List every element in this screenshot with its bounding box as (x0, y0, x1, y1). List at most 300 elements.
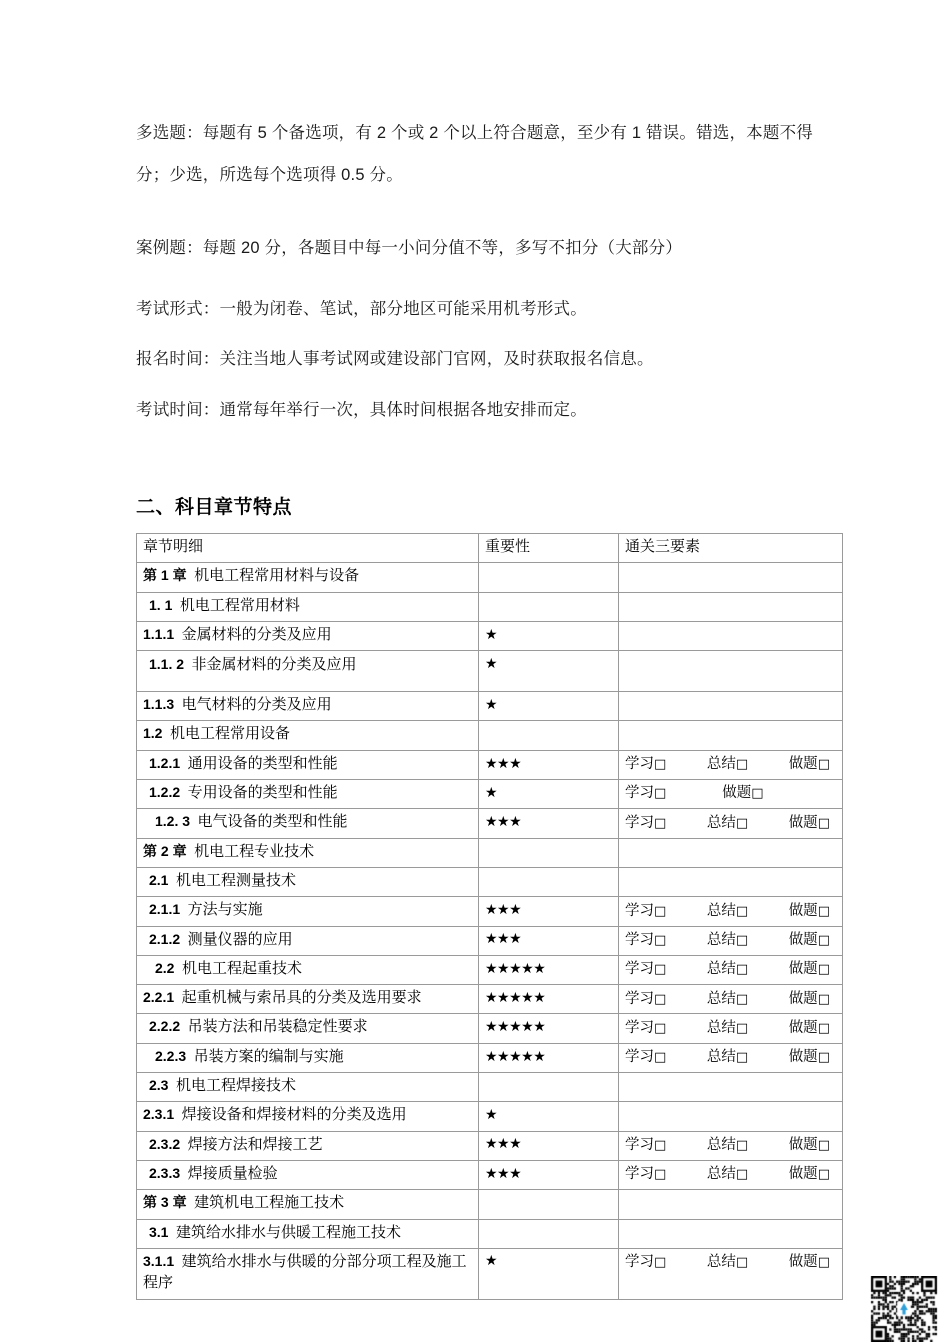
importance-stars (479, 596, 618, 618)
importance-stars: ★★★ (485, 755, 522, 772)
three-elements-group (619, 956, 842, 984)
cell-importance (479, 721, 619, 750)
chapter-title: 建筑机电工程施工技术 (186, 1195, 345, 1212)
checkbox-practice-box[interactable]: □ (817, 1020, 830, 1036)
checkbox-practice[interactable] (789, 930, 830, 951)
chapter-detail-text (137, 1102, 478, 1130)
checkbox-summary-label: 总结 (706, 756, 736, 773)
table-row (137, 780, 843, 809)
importance-stars (479, 1076, 618, 1098)
chapter-title: 电气材料的分类及应用 (174, 697, 332, 714)
cell-chapter-detail (137, 985, 479, 1014)
column-header-detail (137, 534, 479, 563)
checkbox-summary-box[interactable]: □ (735, 1254, 749, 1270)
checkbox-study[interactable] (625, 1018, 666, 1039)
three-elements-inner (625, 1164, 836, 1185)
cell-chapter-detail (137, 721, 479, 750)
three-elements-inner (625, 1018, 836, 1039)
checkbox-study-box[interactable]: □ (654, 1254, 667, 1270)
checkbox-study-box[interactable]: □ (654, 903, 667, 919)
checkbox-practice-box[interactable]: □ (817, 757, 830, 773)
checkbox-summary-box[interactable]: □ (735, 1050, 749, 1066)
chapter-detail-text (137, 985, 478, 1013)
checkbox-practice-box[interactable]: □ (751, 786, 764, 802)
checkbox-study-label: 学习 (625, 902, 654, 919)
checkbox-study[interactable] (625, 930, 666, 951)
column-header-importance (479, 534, 619, 563)
checkbox-practice-label: 做题 (788, 1166, 818, 1183)
chapter-detail-text (137, 1132, 478, 1160)
three-elements-group (619, 842, 842, 864)
three-elements-group (619, 1132, 842, 1160)
chapter-detail-text (137, 622, 478, 650)
importance-stars: ★ (485, 656, 498, 673)
qr-code[interactable] (866, 1276, 942, 1342)
three-elements-group (619, 1076, 842, 1098)
three-elements-inner (625, 783, 836, 804)
chapter-title: 非金属材料的分类及应用 (184, 657, 357, 674)
three-elements-group (619, 810, 842, 838)
checkbox-practice-label: 做题 (788, 756, 818, 773)
chapter-detail-text (137, 1220, 478, 1248)
checkbox-study-label: 学习 (625, 756, 654, 773)
cell-chapter-detail (137, 897, 479, 926)
chapter-title: 焊接方法和焊接工艺 (180, 1136, 323, 1153)
cell-importance (479, 897, 619, 926)
cell-three-elements (619, 563, 843, 592)
chapter-number: 1.2.1 (149, 754, 181, 771)
chapter-detail-text (137, 751, 478, 779)
checkbox-summary[interactable] (707, 1135, 748, 1156)
chapter-number: 第 3 章 (143, 1194, 187, 1211)
cell-three-elements (619, 1248, 843, 1299)
chapter-detail-text (137, 1249, 478, 1299)
chapter-title: 机电工程测量技术 (168, 872, 296, 889)
chapter-title: 吊装方案的编制与实施 (186, 1048, 344, 1065)
chapter-number: 3.1.1 (143, 1252, 175, 1269)
three-elements-group (619, 1249, 842, 1299)
checkbox-practice-box[interactable]: □ (817, 1167, 830, 1183)
chapter-title: 方法与实施 (180, 902, 263, 919)
importance-stars: ★ (485, 697, 498, 714)
cell-importance (479, 651, 619, 692)
checkbox-study-box[interactable]: □ (654, 815, 667, 831)
checkbox-summary-label: 总结 (706, 1253, 736, 1270)
checkbox-study-box[interactable]: □ (654, 932, 667, 948)
table-row (137, 926, 843, 955)
checkbox-summary[interactable] (707, 1164, 748, 1185)
table-row (137, 563, 843, 592)
checkbox-practice-label: 做题 (788, 814, 818, 831)
three-elements-inner (625, 754, 836, 775)
chapter-number: 1.1.3 (143, 696, 175, 713)
table-row (137, 750, 843, 779)
chapter-number: 2.2.1 (143, 989, 175, 1006)
three-elements-group (619, 1223, 842, 1245)
importance-stars: ★★★ (485, 814, 522, 831)
checkbox-study[interactable] (625, 754, 666, 775)
chapter-number: 1. 1 (149, 596, 173, 613)
checkbox-practice-box[interactable]: □ (817, 991, 830, 1007)
chapter-title: 机电工程焊接技术 (168, 1078, 296, 1095)
checkbox-summary[interactable] (707, 959, 748, 980)
importance-stars: ★★★ (485, 1165, 522, 1182)
checkbox-summary[interactable] (707, 1047, 748, 1068)
three-elements-inner (625, 930, 836, 951)
cell-three-elements (619, 1102, 843, 1131)
checkbox-practice-box[interactable]: □ (817, 903, 830, 919)
checkbox-practice-box[interactable]: □ (817, 1138, 830, 1153)
table-row (137, 1043, 843, 1072)
chapter-number: 1.1. 2 (149, 656, 185, 673)
spacer (136, 257, 842, 301)
checkbox-practice[interactable] (789, 959, 830, 980)
checkbox-summary[interactable] (707, 901, 748, 922)
column-header-three-elements (619, 534, 843, 563)
checkbox-summary-label: 总结 (706, 1166, 736, 1183)
checkbox-practice-label: 做题 (722, 785, 752, 802)
checkbox-summary[interactable] (707, 989, 748, 1010)
table-row (137, 809, 843, 838)
checkbox-study-label: 学习 (625, 1137, 654, 1153)
cell-chapter-detail (137, 750, 479, 779)
checkbox-study[interactable] (625, 901, 666, 922)
checkbox-study-label: 学习 (625, 931, 654, 948)
checkbox-study[interactable] (625, 1047, 666, 1068)
cell-chapter-detail (137, 1219, 479, 1248)
checkbox-practice[interactable] (789, 901, 830, 922)
cell-three-elements (619, 985, 843, 1014)
chapter-detail-text (137, 651, 478, 691)
chapter-title: 通用设备的类型和性能 (180, 755, 338, 772)
table-row (137, 692, 843, 721)
cell-chapter-detail (137, 1131, 479, 1160)
three-elements-group (619, 1015, 842, 1043)
cell-chapter-detail (137, 1248, 479, 1299)
cell-chapter-detail (137, 651, 479, 692)
checkbox-summary-label: 总结 (706, 1049, 736, 1066)
cell-three-elements (619, 838, 843, 867)
three-elements-group (619, 1193, 842, 1215)
table-row (137, 867, 843, 896)
chapter-number: 1.2 (143, 725, 163, 742)
three-elements-group (619, 625, 842, 647)
cell-three-elements (619, 867, 843, 896)
chapter-title: 建筑给水排水与供暖的分部分项工程及施工程序 (143, 1253, 467, 1292)
checkbox-practice[interactable] (789, 1047, 830, 1068)
cell-importance (479, 926, 619, 955)
cell-importance (479, 1102, 619, 1131)
cell-three-elements (619, 780, 843, 809)
three-elements-group (619, 1161, 842, 1189)
chapter-number: 第 2 章 (143, 842, 187, 859)
chapter-title: 电气设备的类型和性能 (190, 814, 348, 831)
checkbox-practice[interactable] (789, 1164, 830, 1185)
cell-importance (479, 1248, 619, 1299)
chapter-number: 1.2.2 (149, 784, 181, 801)
checkbox-summary-label: 总结 (706, 990, 736, 1007)
paragraph-multi-choice: 多选题：每题有 5 个备选项，有 2 个或 2 个以上符合题意，至少有 1 错误。错选，本题不得分；少选，所选每个选项得 0.5 分。 (136, 124, 813, 185)
checkbox-study[interactable] (625, 1135, 666, 1156)
table-row (137, 1102, 843, 1131)
table-row (137, 621, 843, 650)
importance-stars: ★★★ (485, 902, 522, 919)
checkbox-study-box[interactable]: □ (654, 786, 667, 802)
cell-three-elements (619, 651, 843, 692)
importance-stars: ★ (485, 1107, 498, 1124)
three-elements-group (619, 725, 842, 747)
cell-three-elements (619, 1014, 843, 1043)
checkbox-study-box[interactable]: □ (654, 991, 667, 1007)
chapter-number: 2.1.2 (149, 930, 181, 947)
checkbox-summary-box[interactable]: □ (735, 1020, 749, 1036)
three-elements-inner (625, 1135, 836, 1156)
checkbox-summary[interactable] (707, 930, 748, 951)
three-elements-group (619, 898, 842, 926)
cell-importance (479, 985, 619, 1014)
cell-importance (479, 1190, 619, 1219)
checkbox-study[interactable] (625, 813, 666, 834)
three-elements-inner (625, 813, 836, 834)
checkbox-study-label: 学习 (625, 1019, 654, 1036)
checkbox-study-label: 学习 (625, 990, 654, 1007)
table-row (137, 721, 843, 750)
cell-three-elements (619, 897, 843, 926)
spacer (136, 368, 842, 402)
checkbox-study[interactable] (625, 989, 666, 1010)
spacer (136, 196, 842, 240)
three-elements-group (619, 986, 842, 1014)
chapter-detail-text (137, 780, 478, 808)
three-elements-group (619, 1105, 842, 1127)
chapter-title: 起重机械与索吊具的分类及选用要求 (174, 990, 422, 1007)
cell-chapter-detail (137, 809, 479, 838)
checkbox-practice-label: 做题 (788, 931, 818, 948)
cell-chapter-detail (137, 563, 479, 592)
checkbox-practice-box[interactable]: □ (817, 932, 830, 948)
checkbox-practice-box[interactable]: □ (817, 1050, 830, 1066)
checkbox-practice[interactable] (789, 1135, 830, 1156)
checkbox-practice[interactable] (789, 1018, 830, 1039)
checkbox-summary-label: 总结 (706, 1019, 736, 1036)
checkbox-summary-box[interactable]: □ (735, 1167, 749, 1183)
importance-stars: ★ (485, 1252, 498, 1269)
table-row (137, 651, 843, 692)
chapter-title: 测量仪器的应用 (180, 931, 293, 948)
paragraph-case-question: 案例题：每题 20 分，各题目中每一小问分值不等，多写不扣分（大部分） (136, 239, 683, 258)
checkbox-summary-box[interactable]: □ (735, 757, 749, 773)
checkbox-study-label: 学习 (625, 1253, 654, 1270)
cell-chapter-detail (137, 926, 479, 955)
checkbox-summary-label: 总结 (706, 1137, 736, 1153)
cell-chapter-detail (137, 1160, 479, 1189)
checkbox-practice-box[interactable]: □ (817, 962, 830, 978)
cell-three-elements (619, 926, 843, 955)
checkbox-summary-box[interactable]: □ (735, 991, 749, 1007)
checkbox-summary-box[interactable]: □ (735, 1138, 749, 1153)
checkbox-study-box[interactable]: □ (654, 1138, 667, 1153)
checkbox-practice[interactable] (789, 754, 830, 775)
chapter-detail-text (137, 692, 478, 720)
three-elements-group (619, 751, 842, 779)
checkbox-study[interactable] (625, 1164, 666, 1185)
checkbox-summary-box[interactable]: □ (735, 903, 749, 919)
paragraph-exam-format: 考试形式：一般为闭卷、笔试，部分地区可能采用机考形式。 (136, 299, 587, 318)
checkbox-practice-box[interactable]: □ (817, 1254, 830, 1270)
importance-stars: ★★★★★ (485, 1048, 546, 1065)
checkbox-summary-label: 总结 (706, 931, 736, 948)
column-header-three-elements-label: 通关三要素 (625, 539, 701, 555)
spacer (136, 317, 842, 351)
chapter-detail-text (137, 1190, 478, 1218)
cell-importance (479, 1219, 619, 1248)
cell-three-elements (619, 1043, 843, 1072)
checkbox-practice-label: 做题 (788, 961, 818, 978)
table-row (137, 1219, 843, 1248)
importance-stars: ★★★ (485, 1136, 522, 1153)
cell-three-elements (619, 750, 843, 779)
chapter-detail-text (137, 927, 478, 955)
checkbox-study-label: 学习 (625, 1049, 654, 1066)
checkbox-study-box[interactable]: □ (654, 1167, 667, 1183)
three-elements-inner (625, 989, 836, 1010)
three-elements-inner (625, 959, 836, 980)
importance-stars: ★★★★★ (485, 960, 546, 977)
checkbox-study-box[interactable]: □ (654, 1050, 667, 1066)
checkbox-study[interactable] (625, 783, 666, 804)
chapter-title: 专用设备的类型和性能 (180, 785, 338, 802)
checkbox-summary[interactable] (707, 754, 748, 775)
chapter-number: 1.2. 3 (155, 813, 191, 830)
chapter-title: 机电工程起重技术 (174, 960, 302, 977)
three-elements-group (619, 780, 842, 808)
checkbox-summary-box[interactable]: □ (735, 932, 749, 948)
importance-stars (479, 566, 618, 588)
chapter-title: 机电工程常用设备 (162, 726, 290, 743)
importance-stars (479, 1223, 618, 1245)
intro-paragraphs (136, 112, 842, 418)
cell-chapter-detail (137, 1043, 479, 1072)
checkbox-study-box[interactable]: □ (654, 757, 667, 773)
table-row (137, 955, 843, 984)
chapter-detail-text (137, 1014, 478, 1042)
checkbox-practice[interactable] (722, 783, 763, 804)
checkbox-summary[interactable] (707, 813, 748, 834)
chapter-feature-table (136, 533, 843, 1300)
table-row (137, 985, 843, 1014)
table-body (137, 563, 843, 1300)
checkbox-summary[interactable] (707, 1018, 748, 1039)
paragraph-exam-time: 考试时间：通常每年举行一次，具体时间根据各地安排而定。 (136, 400, 587, 419)
cell-importance (479, 692, 619, 721)
checkbox-summary-box[interactable]: □ (735, 962, 749, 978)
checkbox-study[interactable] (625, 959, 666, 980)
chapter-detail-text (137, 593, 478, 621)
cell-three-elements (619, 621, 843, 650)
cell-three-elements (619, 1160, 843, 1189)
cell-three-elements (619, 692, 843, 721)
checkbox-study-box[interactable]: □ (654, 1020, 667, 1036)
paragraph-registration-time: 报名时间：关注当地人事考试网或建设部门官网，及时获取报名信息。 (136, 350, 654, 369)
column-header-detail-label: 章节明细 (143, 539, 204, 555)
chapter-number: 2.2 (155, 959, 175, 976)
importance-stars (479, 842, 618, 864)
table-header-row (137, 534, 843, 563)
checkbox-practice[interactable] (789, 1252, 830, 1273)
cell-three-elements (619, 592, 843, 621)
checkbox-practice-label: 做题 (788, 1019, 818, 1036)
checkbox-practice[interactable] (789, 813, 830, 834)
importance-stars (479, 1193, 618, 1215)
three-elements-group (619, 695, 842, 717)
cell-importance (479, 780, 619, 809)
table-row (137, 1073, 843, 1102)
chapter-title: 机电工程专业技术 (186, 843, 315, 860)
cell-importance (479, 809, 619, 838)
table-row (137, 838, 843, 867)
checkbox-practice-label: 做题 (788, 1049, 818, 1066)
chapter-number: 2.3.3 (149, 1164, 181, 1181)
chapter-number: 2.3 (149, 1077, 169, 1094)
chapter-detail-text (137, 563, 478, 591)
cell-chapter-detail (137, 780, 479, 809)
checkbox-summary-label: 总结 (706, 902, 736, 919)
cell-chapter-detail (137, 867, 479, 896)
checkbox-study-label: 学习 (625, 785, 654, 802)
chapter-title: 建筑给水排水与供暖工程施工技术 (168, 1224, 401, 1241)
chapter-number: 2.2.2 (149, 1018, 181, 1035)
chapter-number: 1.1.1 (143, 625, 175, 642)
cell-three-elements (619, 1073, 843, 1102)
checkbox-practice-label: 做题 (788, 990, 818, 1007)
checkbox-practice-label: 做题 (788, 1137, 818, 1153)
three-elements-inner (625, 1252, 836, 1273)
checkbox-study-box[interactable]: □ (654, 962, 667, 978)
importance-stars: ★★★★★ (485, 990, 546, 1006)
table-row (137, 592, 843, 621)
chapter-title: 焊接质量检验 (180, 1165, 278, 1182)
chapter-title: 金属材料的分类及应用 (174, 626, 332, 643)
chapter-detail-text (137, 868, 478, 896)
cell-chapter-detail (137, 955, 479, 984)
cell-importance (479, 563, 619, 592)
importance-stars: ★★★ (485, 931, 522, 948)
checkbox-study-label: 学习 (625, 814, 654, 831)
checkbox-study[interactable] (625, 1252, 666, 1273)
cell-chapter-detail (137, 1190, 479, 1219)
checkbox-summary-box[interactable]: □ (735, 815, 749, 831)
cell-three-elements (619, 809, 843, 838)
column-header-importance-label: 重要性 (485, 539, 531, 555)
page-section-heading: 二、科目章节特点 (136, 497, 293, 518)
cell-three-elements (619, 1131, 843, 1160)
cell-three-elements (619, 955, 843, 984)
cell-importance (479, 867, 619, 896)
chapter-detail-text (137, 1161, 478, 1189)
three-elements-group (619, 596, 842, 618)
checkbox-practice[interactable] (789, 989, 830, 1010)
checkbox-summary[interactable] (707, 1252, 748, 1273)
table-row (137, 1160, 843, 1189)
checkbox-practice-box[interactable]: □ (817, 815, 830, 831)
chapter-number: 2.1.1 (149, 901, 181, 918)
cell-importance (479, 592, 619, 621)
chapter-number: 2.3.1 (143, 1106, 175, 1123)
cell-importance (479, 1043, 619, 1072)
three-elements-group (619, 927, 842, 955)
chapter-title: 机电工程常用材料 (172, 597, 300, 614)
table-row (137, 1131, 843, 1160)
